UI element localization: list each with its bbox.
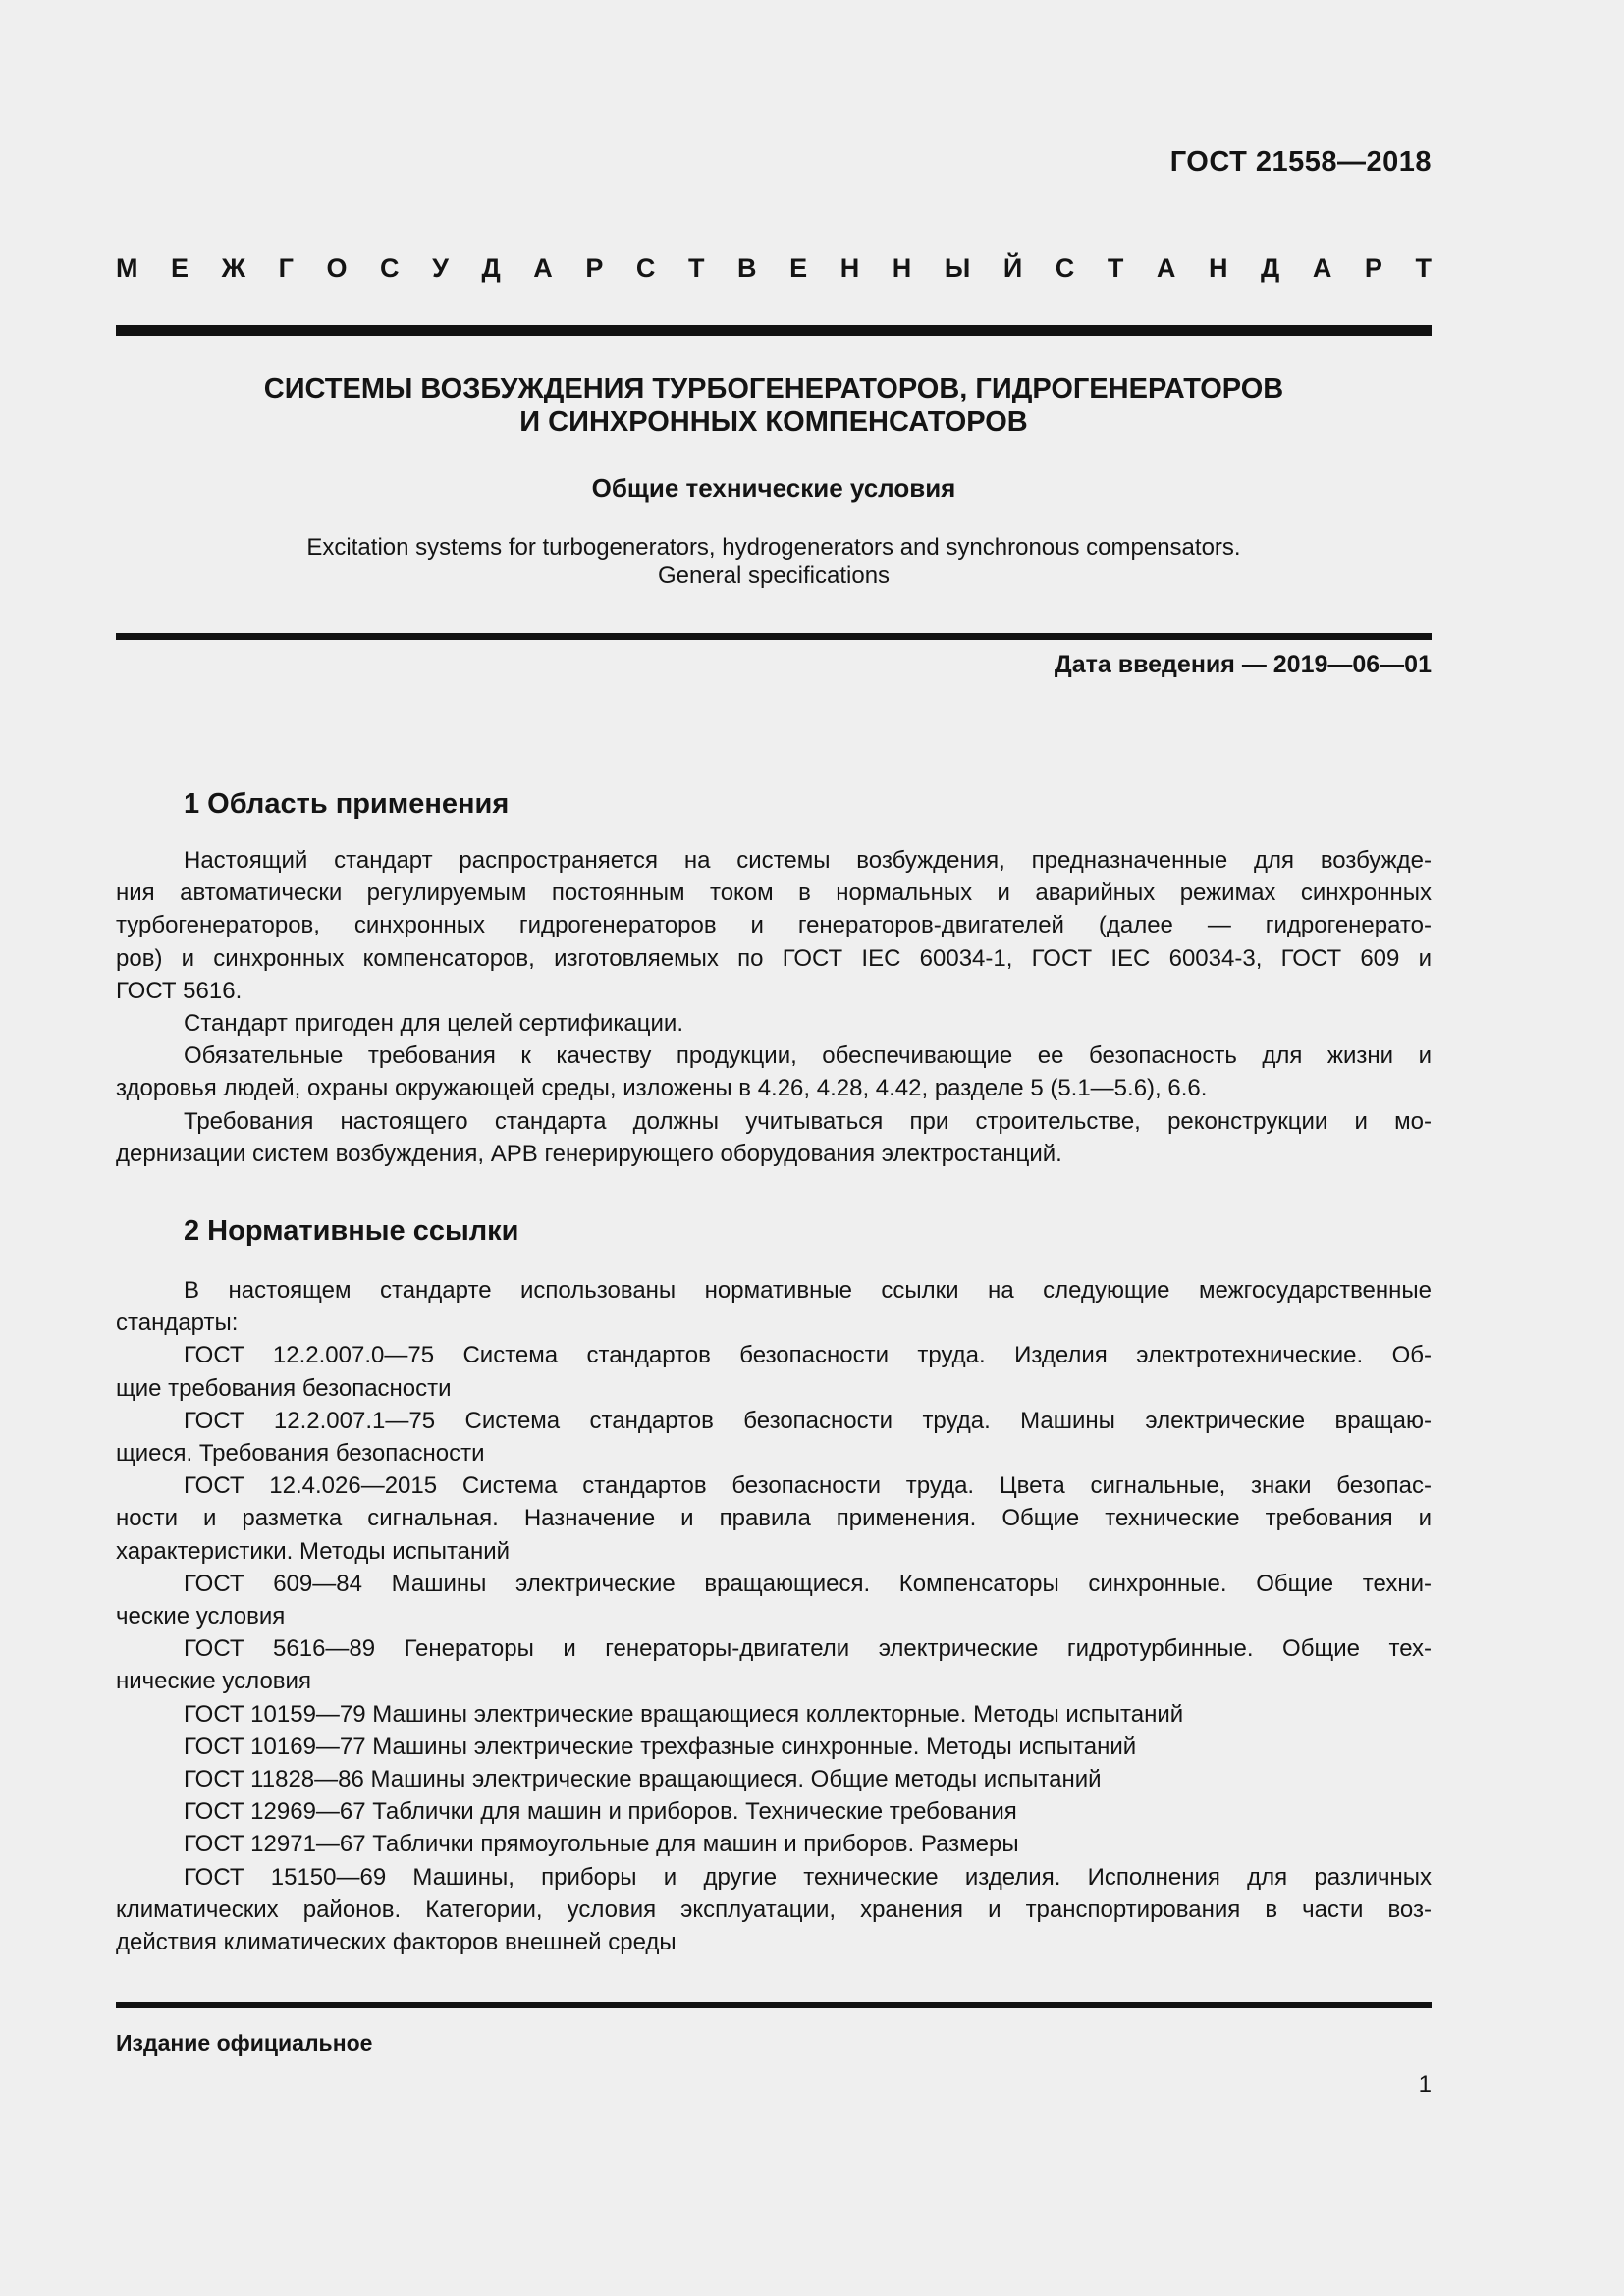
text-line: ГОСТ 15150—69 Машины, приборы и другие технические изделия. Исполнения для различных	[184, 1863, 1432, 1891]
section-heading-scope: 1 Область применения	[184, 788, 510, 820]
text-line: ГОСТ 12971—67 Таблички прямоугольные для машин и приборов. Размеры	[184, 1831, 1019, 1858]
text-line: нические условия	[116, 1668, 311, 1695]
title-block-rule	[116, 633, 1432, 640]
document-title-ru	[116, 372, 1432, 439]
edition-note: Издание официальное	[116, 2030, 373, 2056]
text-line: ГОСТ 5616—89 Генераторы и генераторы-двигатели электрические гидротурбинные. Общие тех-	[184, 1635, 1432, 1663]
header-rule-thick	[116, 325, 1432, 336]
section-body-scope	[116, 844, 1432, 1170]
standard-type-banner: М Е Ж Г О С У Д А Р С Т В Е Н Н Ы Й С Т А Н Д А Р Т	[116, 253, 1432, 283]
text-line: характеристики. Методы испытаний	[116, 1537, 511, 1565]
text-line: климатических районов. Категории, условия эксплуатации, хранения и транспортирования в части воз-	[116, 1896, 1432, 1923]
text-line: ГОСТ 10159—79 Машины электрические вращающиеся коллекторные. Методы испытаний	[184, 1700, 1184, 1728]
title-en-line1: Excitation systems for turbogenerators, hydrogenerators and synchronous compensators.	[306, 534, 1241, 561]
text-line: Обязательные требования к качеству продукции, обеспечивающие ее безопасность для жизни и	[184, 1042, 1432, 1070]
text-line: действия климатических факторов внешней среды	[116, 1929, 677, 1956]
title-ru-line2: И СИНХРОННЫХ КОМПЕНСАТОРОВ	[519, 406, 1028, 438]
text-line: ГОСТ 609—84 Машины электрические вращающиеся. Компенсаторы синхронные. Общие техни-	[184, 1570, 1432, 1597]
text-line: ния автоматически регулируемым постоянным током в нормальных и аварийных режимах синхронных	[116, 880, 1432, 907]
text-line: В настоящем стандарте использованы нормативные ссылки на следующие межгосударственные	[184, 1277, 1432, 1304]
text-line: Настоящий стандарт распространяется на системы возбуждения, предназначенные для возбужде-	[184, 847, 1432, 874]
introduction-date: Дата введения — 2019—06—01	[1054, 651, 1432, 678]
text-line: Стандарт пригоден для целей сертификации.	[184, 1010, 684, 1038]
text-line: щие требования безопасности	[116, 1374, 452, 1402]
text-line: щиеся. Требования безопасности	[116, 1440, 485, 1468]
text-line: ческие условия	[116, 1603, 286, 1630]
text-line: ров) и синхронных компенсаторов, изготовляемых по ГОСТ IEC 60034-1, ГОСТ IEC 60034-3, ГОСТ 609 и	[116, 944, 1432, 972]
text-line: ГОСТ 11828—86 Машины электрические вращающиеся. Общие методы испытаний	[184, 1766, 1102, 1793]
text-line: ГОСТ 12969—67 Таблички для машин и приборов. Технические требования	[184, 1798, 1017, 1826]
text-line: ГОСТ 5616.	[116, 977, 243, 1004]
section-body-references	[116, 1274, 1432, 1958]
text-line: Требования настоящего стандарта должны учитываться при строительстве, реконструкции и мо-	[184, 1107, 1432, 1135]
document-title-en	[116, 533, 1432, 590]
title-en-line2: General specifications	[657, 562, 891, 589]
text-line: ГОСТ 12.2.007.1—75 Система стандартов безопасности труда. Машины электрические вращаю-	[184, 1407, 1432, 1434]
text-line: ГОСТ 12.4.026—2015 Система стандартов безопасности труда. Цвета сигнальные, знаки безопас-	[184, 1472, 1432, 1500]
footer-rule	[116, 2002, 1432, 2008]
text-line: ности и разметка сигнальная. Назначение и правила применения. Общие технические требования и	[116, 1505, 1432, 1532]
text-line: турбогенераторов, синхронных гидрогенераторов и генераторов-двигателей (далее — гидрогенерато-	[116, 912, 1432, 939]
section-heading-references: 2 Нормативные ссылки	[184, 1215, 519, 1247]
text-line: стандарты:	[116, 1309, 239, 1337]
document-subtitle-ru: Общие технические условия	[591, 473, 956, 503]
page-number: 1	[1418, 2071, 1432, 2098]
text-line: здоровья людей, охраны окружающей среды, изложены в 4.26, 4.28, 4.42, разделе 5 (5.1—5.6), 6.6.	[116, 1075, 1208, 1102]
text-line: дернизации систем возбуждения, АРВ генерирующего оборудования электростанций.	[116, 1140, 1062, 1167]
doc-number: ГОСТ 21558—2018	[1169, 146, 1432, 178]
text-line: ГОСТ 12.2.007.0—75 Система стандартов безопасности труда. Изделия электротехнические. Об-	[184, 1342, 1432, 1369]
text-line: ГОСТ 10169—77 Машины электрические трехфазные синхронные. Методы испытаний	[184, 1733, 1137, 1760]
title-ru-line1: СИСТЕМЫ ВОЗБУЖДЕНИЯ ТУРБОГЕНЕРАТОРОВ, ГИДРОГЕНЕРАТОРОВ	[263, 373, 1284, 404]
